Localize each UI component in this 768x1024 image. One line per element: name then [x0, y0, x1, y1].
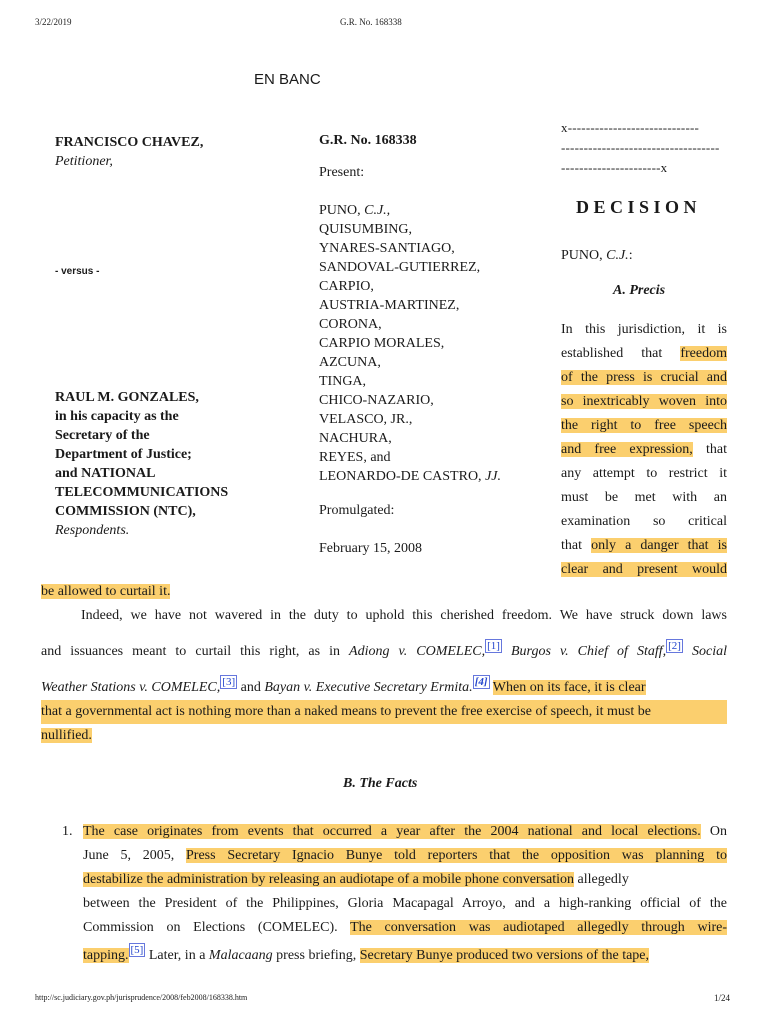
- print-title: G.R. No. 168338: [340, 17, 402, 27]
- precis-line: the right to free speech: [561, 418, 727, 433]
- respondent-line: RAUL M. GONZALES,: [55, 390, 199, 405]
- justice-name: NACHURA,: [319, 431, 392, 446]
- para2-line: and issuances meant to curtail this right, as in Adiong v. COMELEC, [1] Burgos v. Chief of Staff, [2] Social: [41, 640, 728, 659]
- promulgated-date: February 15, 2008: [319, 541, 423, 556]
- precis-paragraph: [561, 318, 727, 582]
- footnote-link-4[interactable]: [4]: [474, 676, 488, 689]
- precis-line: of the press is crucial and: [561, 370, 727, 385]
- precis-line: any attempt to restrict it: [561, 466, 727, 481]
- respondent-block: [55, 388, 228, 540]
- respondent-line: COMMISSION (NTC),: [55, 504, 196, 519]
- facts-line: June 5, 2005, Press Secretary Ignacio Bunye told reporters that the opposition was planning to: [83, 848, 727, 863]
- precis-line: In this jurisdiction, it is: [561, 322, 727, 337]
- decision-heading: D E C I S I O N: [576, 197, 697, 217]
- facts-line: The case originates from events that occurred a year after the 2004 national and local elections. On: [83, 824, 728, 839]
- facts-line: between the President of the Philippines, Gloria Macapagal Arroyo, and a high-ranking official of the: [83, 896, 727, 911]
- justice-name: AUSTRIA-MARTINEZ,: [319, 298, 460, 313]
- justice-name: QUISUMBING,: [319, 222, 412, 237]
- paragraph-2: [41, 604, 727, 748]
- footnote-link-3[interactable]: [3]: [222, 676, 236, 689]
- justice-name: PUNO, C.J.,: [319, 203, 391, 218]
- separator-line: x----------------------------- ----------------------------------- ----------------------x: [561, 120, 720, 175]
- justice-name: YNARES-SANTIAGO,: [319, 241, 455, 256]
- para2-line: that a governmental act is nothing more than a naked means to prevent the free exercise of speech, it must be: [41, 700, 727, 724]
- present-label: Present:: [319, 165, 365, 180]
- precis-line: established that freedom: [561, 346, 727, 361]
- facts-heading: B. The Facts: [343, 776, 418, 791]
- justice-name: CARPIO MORALES,: [319, 336, 445, 351]
- justice-name: REYES, and: [319, 450, 391, 465]
- respondent-line: and NATIONAL: [55, 466, 156, 481]
- footnote-link-5[interactable]: [5]: [130, 944, 144, 957]
- petitioner-name: FRANCISCO CHAVEZ,: [55, 135, 204, 150]
- footnote-link-1[interactable]: [1]: [487, 640, 500, 653]
- precis-line: and free expression, that: [561, 442, 727, 457]
- petitioner-role: Petitioner,: [55, 154, 113, 169]
- para2-line: nullified.: [41, 728, 92, 743]
- precis-tail: be allowed to curtail it.: [41, 584, 171, 599]
- para2-line: Weather Stations v. COMELEC, [3] and Bayan v. Executive Secretary Ermita. [4] When on its face, it is clear: [41, 676, 646, 695]
- justice-name: SANDOVAL-GUTIERREZ,: [319, 260, 481, 275]
- facts-item-number: 1.: [62, 824, 73, 839]
- print-url: http://sc.judiciary.gov.ph/jurisprudence/2008/feb2008/168338.htm: [35, 993, 248, 1002]
- respondent-line: in his capacity as the: [55, 409, 179, 424]
- ponente-line: PUNO, C.J.:: [561, 248, 633, 263]
- precis-line: examination so critical: [561, 514, 727, 529]
- promulgated-label: Promulgated:: [319, 503, 395, 518]
- justice-name: TINGA,: [319, 374, 367, 389]
- justice-name: CARPIO,: [319, 279, 374, 294]
- facts-line: tapping. [5] Later, in a Malacaang press briefing, Secretary Bunye produced two versions of the tape,: [83, 944, 650, 963]
- gr-number: G.R. No. 168338: [319, 133, 417, 148]
- respondent-role: Respondents.: [55, 523, 130, 538]
- precis-heading: A. Precis: [613, 283, 666, 298]
- respondent-line: TELECOMMUNICATIONS: [55, 485, 229, 500]
- respondent-line: Department of Justice;: [55, 447, 192, 462]
- print-date: 3/22/2019: [35, 17, 72, 27]
- petitioner-block: [55, 133, 203, 171]
- facts-line: destabilize the administration by releasing an audiotape of a mobile phone conversation allegedly: [83, 872, 629, 887]
- justice-name: VELASCO, JR.,: [319, 412, 413, 427]
- justice-name: CHICO-NAZARIO,: [319, 393, 434, 408]
- en-banc-heading: EN BANC: [254, 71, 321, 88]
- facts-line: Commission on Elections (COMELEC). The conversation was audiotaped allegedly through wire-: [83, 920, 728, 935]
- justice-name: AZCUNA,: [319, 355, 381, 370]
- para2-line: Indeed, we have not wavered in the duty to uphold this cherished freedom. We have struck down laws: [81, 608, 727, 623]
- print-page-number: 1/24: [714, 993, 731, 1003]
- justices-list: [319, 201, 501, 486]
- precis-line: so inextricably woven into: [561, 394, 727, 409]
- precis-line: clear and present would: [561, 562, 727, 577]
- precis-line: must be met with an: [561, 490, 727, 505]
- versus-label: - versus -: [55, 266, 100, 277]
- facts-paragraph: [83, 820, 727, 968]
- respondent-line: Secretary of the: [55, 428, 150, 443]
- justice-name: LEONARDO-DE CASTRO, JJ.: [319, 469, 501, 484]
- justice-name: CORONA,: [319, 317, 382, 332]
- precis-line: that only a danger that is: [561, 538, 727, 553]
- footnote-link-2[interactable]: [2]: [668, 640, 681, 653]
